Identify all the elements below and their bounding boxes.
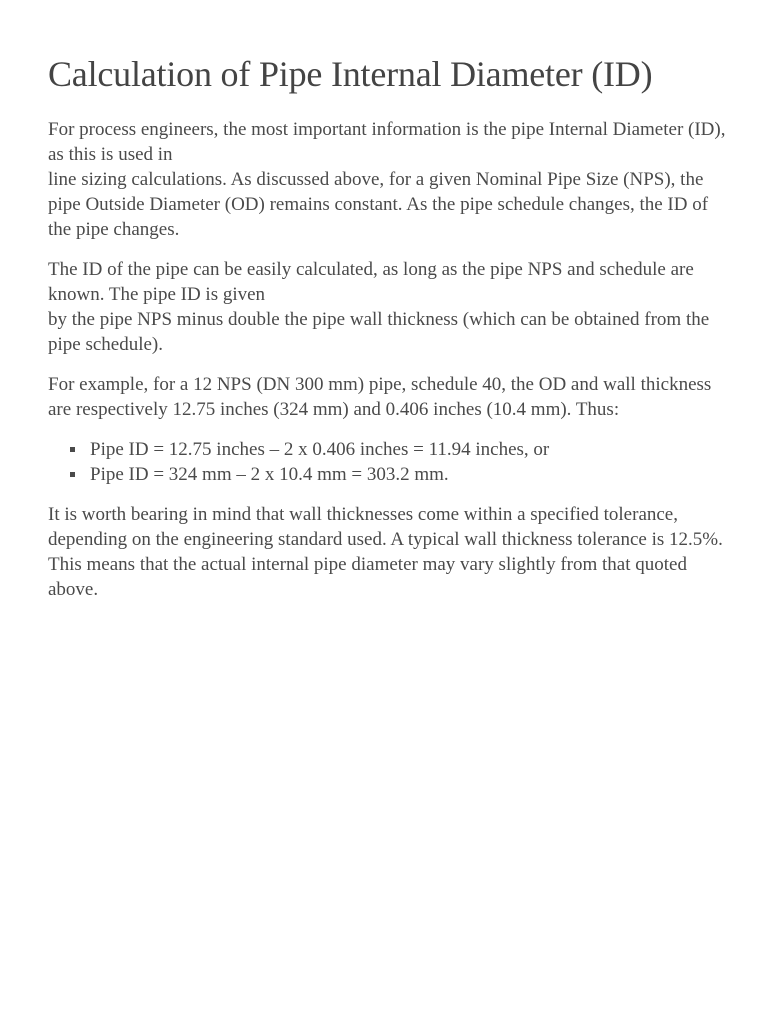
paragraph-example: For example, for a 12 NPS (DN 300 mm) pipe, schedule 40, the OD and wall thickness are respectively 12.75 inches (324 mm) and 0.406 inches (10.4 mm). Thus:	[48, 374, 712, 420]
paragraph-intro	[48, 117, 728, 242]
page-title: Calculation of Pipe Internal Diameter (ID)	[48, 54, 653, 94]
article	[48, 52, 728, 617]
list-item	[48, 437, 728, 462]
list-item-text: Pipe ID = 324 mm – 2 x 10.4 mm = 303.2 mm.	[90, 464, 449, 485]
list-item	[48, 462, 728, 487]
square-bullet-icon	[70, 472, 75, 477]
list-item-text: Pipe ID = 12.75 inches – 2 x 0.406 inches = 11.94 inches, or	[90, 439, 550, 460]
paragraph-calculation-line-2: by the pipe NPS minus double the pipe wall thickness (which can be obtained from the pipe schedule).	[48, 309, 710, 355]
calculation-list	[48, 437, 728, 487]
paragraph-intro-line-1: For process engineers, the most important information is the pipe Internal Diameter (ID), as this is used in	[48, 119, 726, 165]
square-bullet-icon	[70, 447, 75, 452]
paragraph-tolerance: It is worth bearing in mind that wall thicknesses come within a specified tolerance, depending on the engineering standard used. A typical wall thickness tolerance is 12.5%. This means that the actual internal pipe diameter may vary slightly from that quoted above.	[48, 504, 723, 600]
paragraph-calculation	[48, 257, 728, 357]
paragraph-intro-line-2: line sizing calculations. As discussed above, for a given Nominal Pipe Size (NPS), the pipe Outside Diameter (OD) remains constant. As the pipe schedule changes, the ID of the pipe changes.	[48, 169, 709, 240]
paragraph-calculation-line-1: The ID of the pipe can be easily calculated, as long as the pipe NPS and schedule are known. The pipe ID is given	[48, 259, 694, 305]
